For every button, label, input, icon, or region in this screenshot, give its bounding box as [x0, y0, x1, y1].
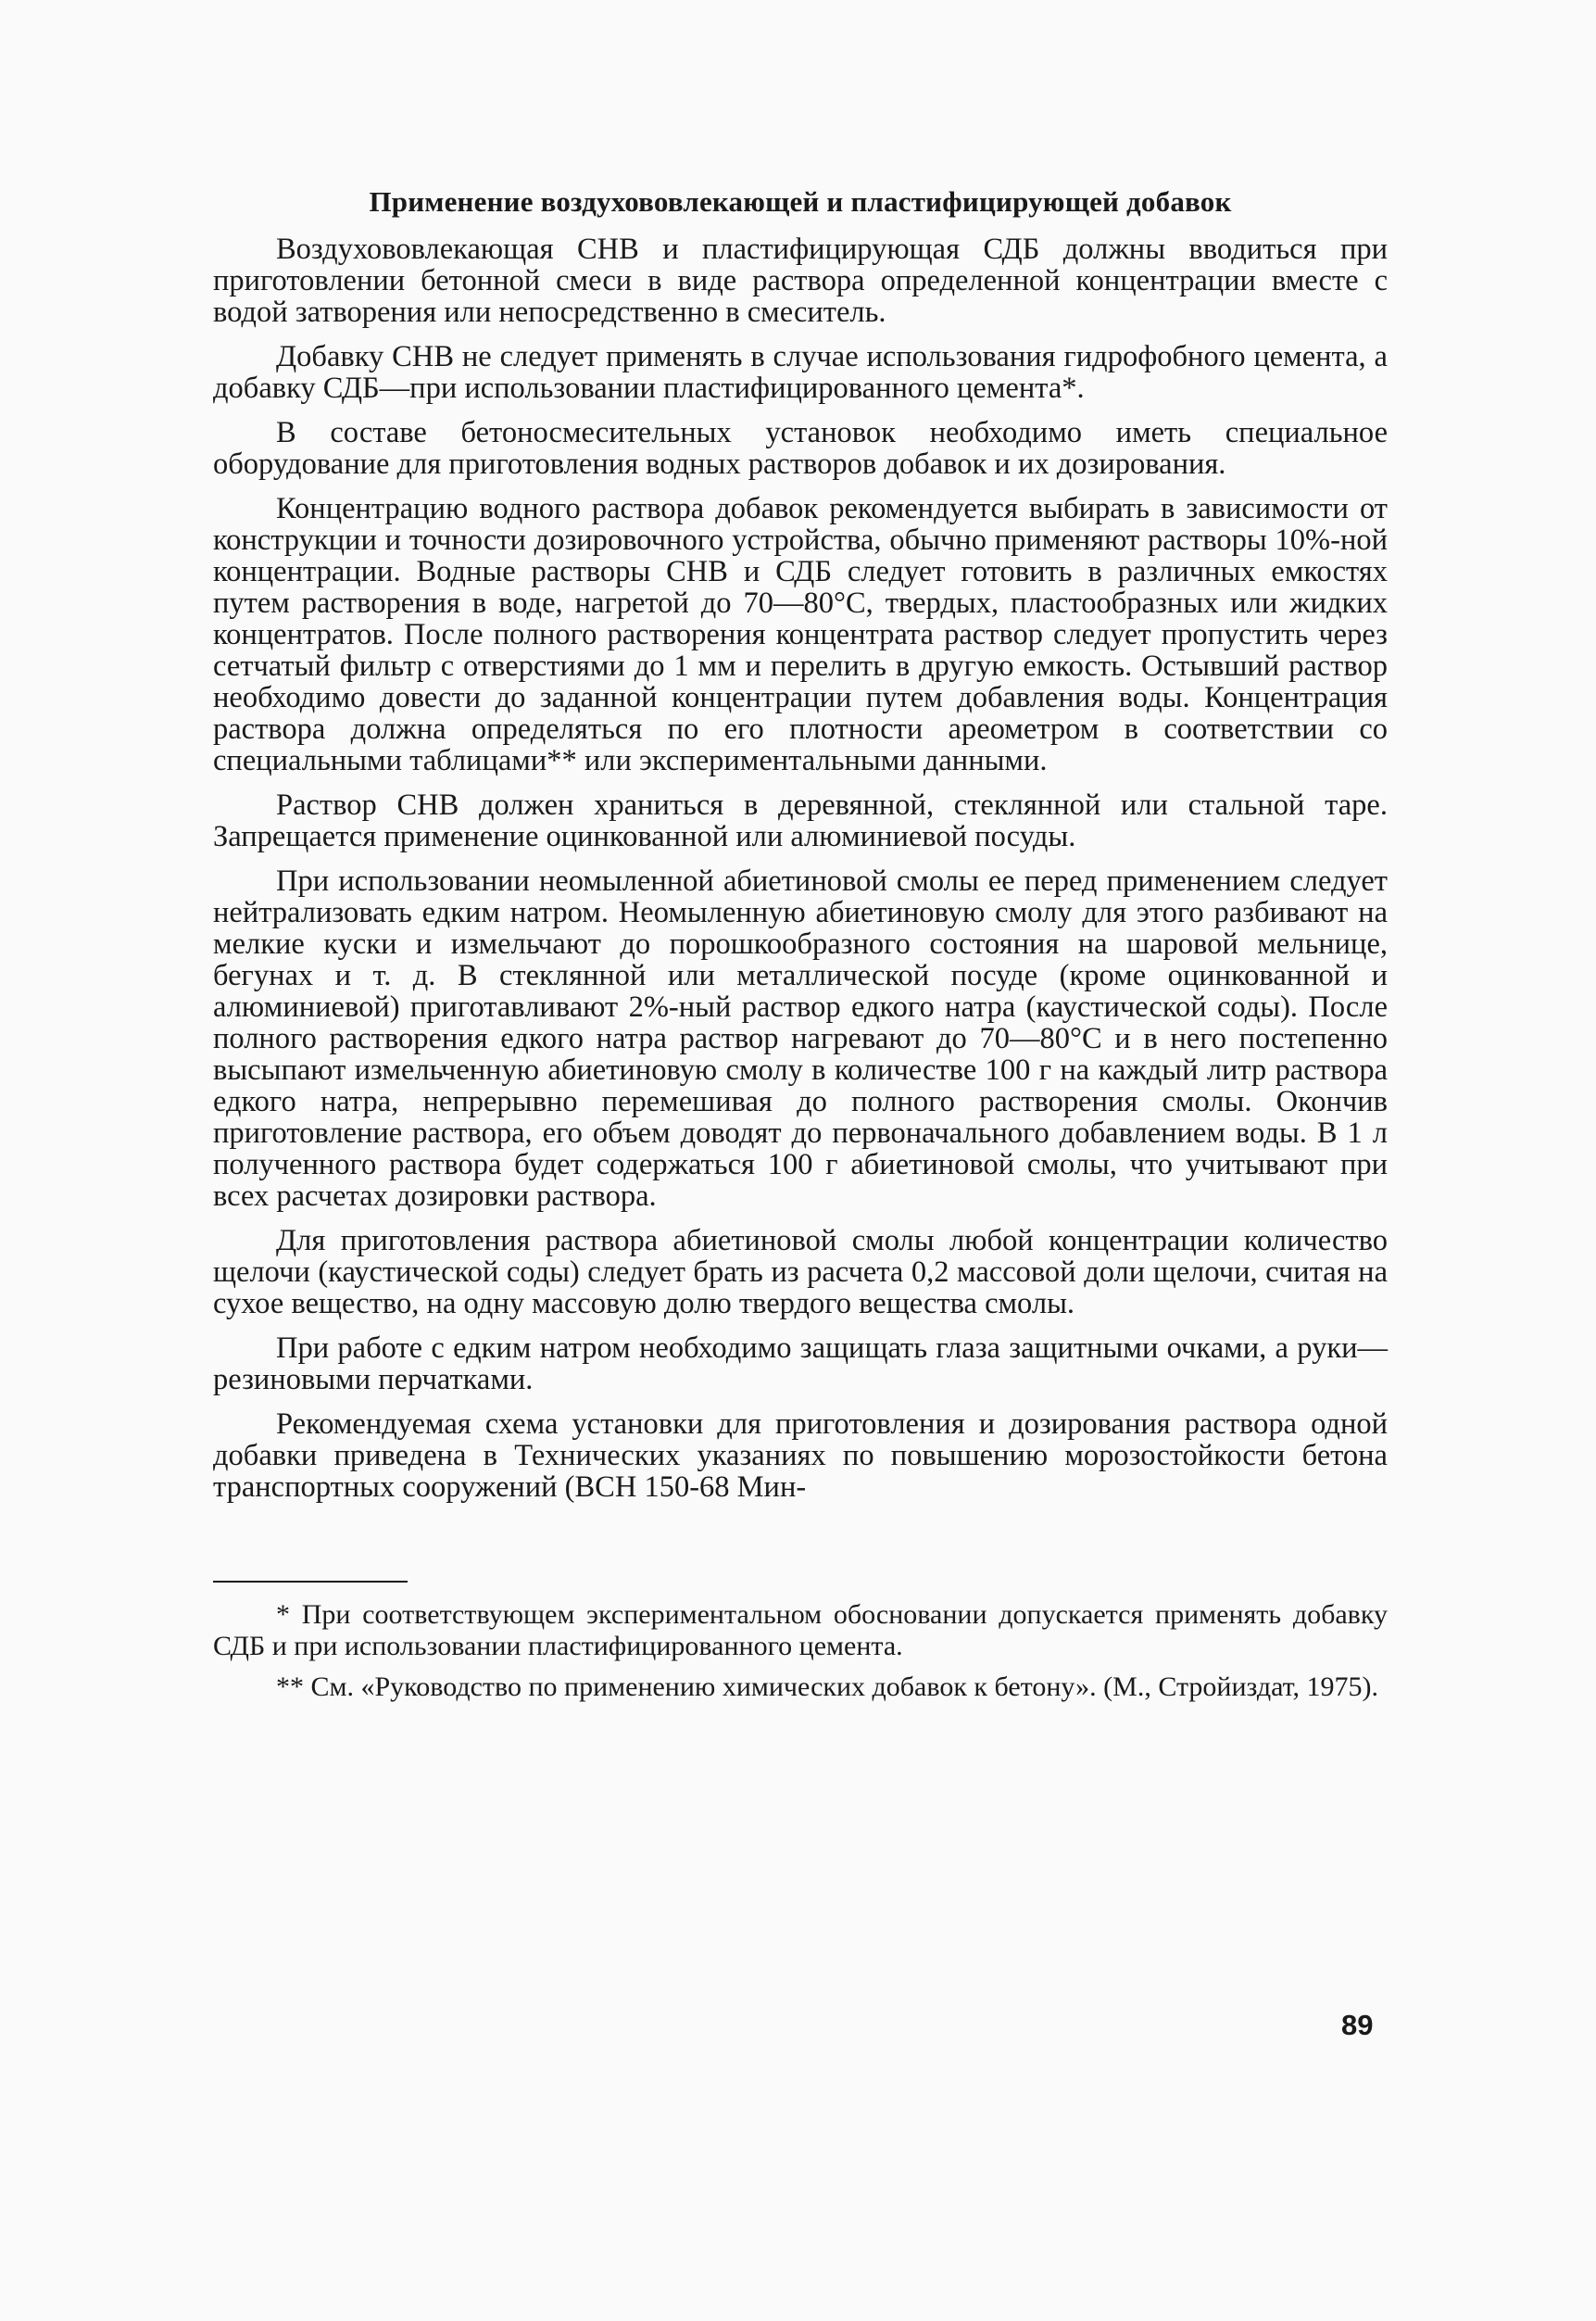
paragraph-9: Рекомендуемая схема установки для приготовления и дозирования раствора одной добавки приведена в Технических указаниях по повышению морозостойкости бетона транспортных сооружений (ВСН 150-68 Мин-: [213, 1407, 1388, 1504]
paragraph-8: При работе с едким натром необходимо защищать глаза защитными очками, а руки—резиновыми перчатками.: [213, 1331, 1388, 1396]
paragraph-4: Концентрацию водного раствора добавок рекомендуется выбирать в зависимости от конструкции и точности дозировочного устройства, обычно применяют растворы 10%-ной концентрации. Водные растворы СНВ и СДБ следует готовить в различных емкостях путем растворения в воде, нагретой до 70—80°С, твердых, пластообразных или жидких концентратов. После полного растворения концентрата раствор следует пропустить через сетчатый фильтр с отверстиями до 1 мм и перелить в другую емкость. Остывший раствор необходимо довести до заданной концентрации путем добавления воды. Концентрация раствора должна определяться по его плотности ареометром в соответствии со специальными таблицами** или экспериментальными данными.: [213, 492, 1388, 777]
footnote-divider: [213, 1581, 408, 1583]
paragraph-7: Для приготовления раствора абиетиновой смолы любой концентрации количество щелочи (каустической соды) следует брать из расчета 0,2 массовой доли щелочи, считая на сухое вещество, на одну массовую долю твердого вещества смолы.: [213, 1224, 1388, 1320]
paragraph-5: Раствор СНВ должен храниться в деревянной, стеклянной или стальной таре. Запрещается применение оцинкованной или алюминиевой посуды.: [213, 788, 1388, 853]
paragraph-3: В составе бетоносмесительных установок необходимо иметь специальное оборудование для приготовления водных растворов добавок и их дозирования.: [213, 416, 1388, 481]
footnote-1: * При соответствующем экспериментальном обосновании допускается применять добавку СДБ и при использовании пластифицированного цемента.: [213, 1599, 1388, 1661]
section-heading: Применение воздухововлекающей и пластифицирующей добавок: [369, 185, 1232, 218]
footnote-2: ** См. «Руководство по применению химических добавок к бетону». (М., Стройиздат, 1975).: [276, 1671, 1378, 1702]
paragraph-1: Воздухововлекающая СНВ и пластифицирующая СДБ должны вводиться при приготовлении бетонной смеси в виде раствора определенной концентрации вместе с водой затворения или непосредственно в смеситель.: [213, 233, 1388, 329]
paragraph-2: Добавку СНВ не следует применять в случае использования гидрофобного цемента, а добавку СДБ—при использовании пластифицированного цемента*.: [213, 340, 1388, 405]
page-number: 89: [1341, 2009, 1374, 2041]
paragraph-6: При использовании неомыленной абиетиновой смолы ее перед применением следует нейтрализовать едким натром. Неомыленную абиетиновую смолу для этого разбивают на мелкие куски и измельчают до порошкообразного состояния на шаровой мельнице, бегунах и т. д. В стеклянной или металлической посуде (кроме оцинкованной и алюминиевой) приготавливают 2%-ный раствор едкого натра (каустической соды). После полного растворения едкого натра раствор нагревают до 70—80°С и в него постепенно высыпают измельченную абиетиновую смолу в количестве 100 г на каждый литр раствора едкого натра, непрерывно перемешивая до полного растворения смолы. Окончив приготовление раствора, его объем доводят до первоначального добавлением воды. В 1 л полученного раствора будет содержаться 100 г абиетиновой смолы, что учитывают при всех расчетах дозировки раствора.: [213, 864, 1388, 1213]
document-page: [213, 185, 1388, 1712]
